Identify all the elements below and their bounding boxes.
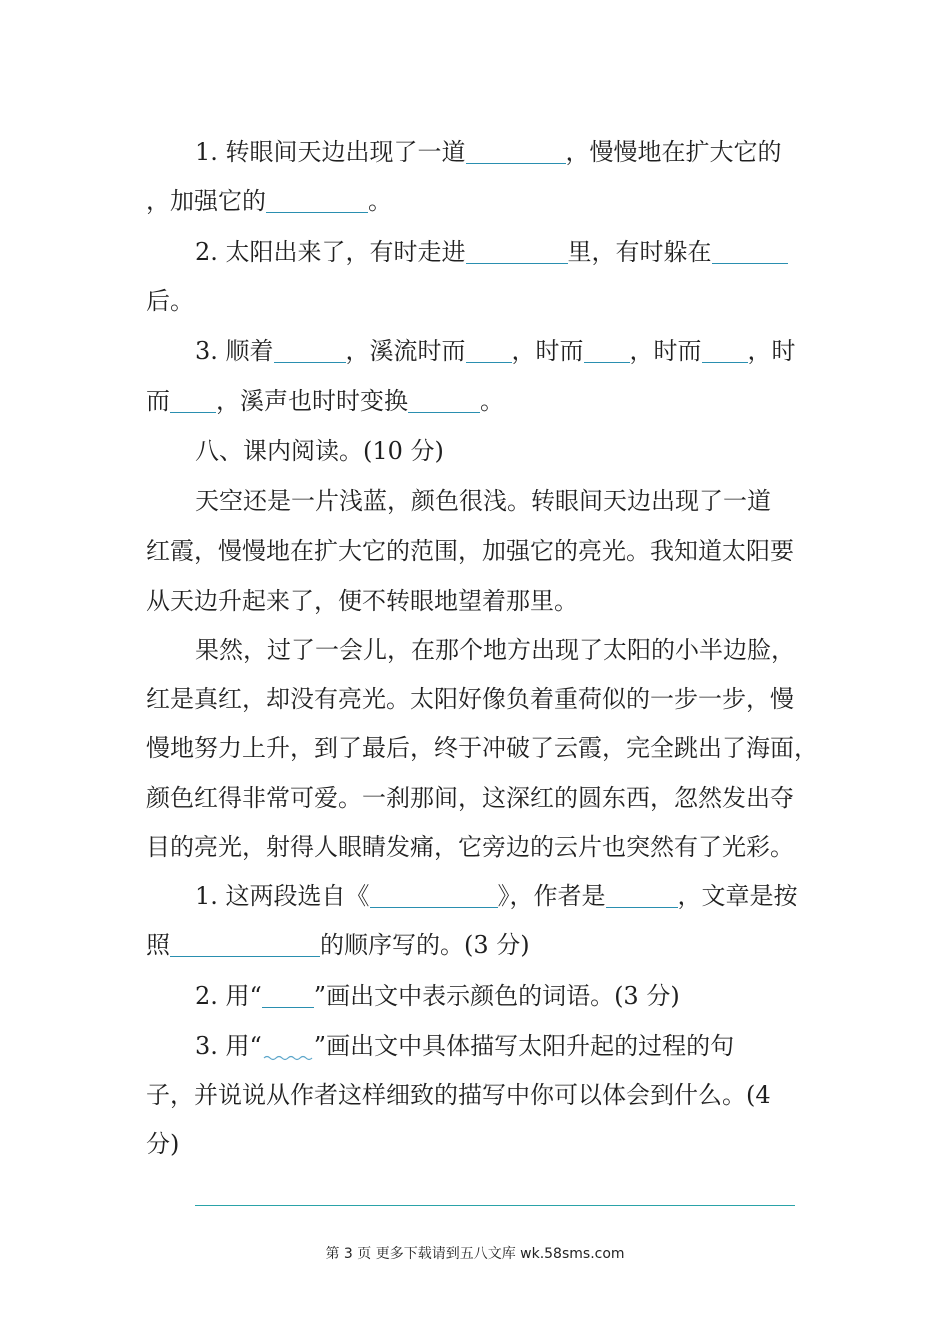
text: 的顺序写的。(3 分): [320, 931, 530, 959]
passage-line: 慢地努力上升，到了最后，终于冲破了云霞，完全跳出了海面，: [146, 734, 818, 762]
q8-sub1-line2: [146, 929, 530, 961]
q7-item3-line2: [146, 385, 504, 417]
passage-line: 目的亮光，射得人眼睛发痛，它旁边的云片也突然有了光彩。: [146, 833, 794, 861]
text: 而: [146, 387, 170, 415]
q8-sub1-line1: [195, 880, 798, 912]
text: ，时而: [511, 337, 584, 365]
section-heading: 八、课内阅读。(10 分): [195, 437, 444, 465]
answer-blank[interactable]: [266, 188, 368, 213]
answer-line[interactable]: [195, 1205, 795, 1206]
q7-item2-line1: [195, 236, 788, 268]
q8-sub2: [195, 980, 680, 1012]
answer-blank[interactable]: [408, 388, 480, 413]
straight-underline-sample: [262, 983, 314, 1008]
answer-blank[interactable]: [606, 883, 678, 908]
text: ，溪声也时时变换: [216, 387, 408, 415]
passage-line: 天空还是一片浅蓝，颜色很浅。转眼间天边出现了一道: [195, 487, 771, 515]
q7-item1-line1: [195, 136, 782, 168]
passage-line: 从天边升起来了，便不转眼地望着那里。: [146, 587, 578, 615]
answer-blank[interactable]: [584, 338, 630, 363]
text: 里，有时躲在: [567, 238, 712, 266]
text: ”画出文中表示颜色的词语。(3 分): [313, 982, 680, 1010]
q7-item1-line2: [146, 185, 392, 217]
text: ，文章是按: [677, 882, 798, 910]
text: 照: [146, 931, 170, 959]
text: 后。: [146, 287, 194, 315]
passage-line: 果然，过了一会儿，在那个地方出现了太阳的小半边脸，: [195, 636, 795, 664]
text: ”画出文中具体描写太阳升起的过程的句: [313, 1032, 735, 1060]
text: 1. 这两段选自《: [195, 882, 370, 910]
answer-blank[interactable]: [170, 388, 216, 413]
q7-item3-line1: [195, 335, 796, 367]
page-footer: 第 3 页 更多下载请到五八文库 wk.58sms.com: [325, 1246, 625, 1262]
answer-blank[interactable]: [274, 338, 346, 363]
text: 。: [368, 187, 392, 215]
text: 2. 太阳出来了，有时走进: [195, 238, 466, 266]
answer-blank[interactable]: [466, 139, 566, 164]
answer-blank[interactable]: [712, 239, 788, 264]
text: 。: [480, 387, 504, 415]
wavy-underline-sample: [262, 1034, 314, 1058]
text: ，加强它的: [146, 187, 266, 215]
q8-sub3-line1: [195, 1030, 734, 1062]
passage-line: 红霞，慢慢地在扩大它的范围，加强它的亮光。我知道太阳要: [146, 537, 794, 565]
answer-blank[interactable]: [702, 338, 748, 363]
text: 》，作者是: [497, 882, 606, 910]
text: ，慢慢地在扩大它的: [565, 138, 782, 166]
text: 2. 用“: [195, 982, 262, 1010]
q7-item2-line2: [146, 285, 194, 317]
answer-blank[interactable]: [466, 338, 512, 363]
text: ，时而: [629, 337, 702, 365]
passage-line: 颜色红得非常可爱。一刹那间，这深红的圆东西，忽然发出夺: [146, 784, 794, 812]
passage-line: 红是真红，却没有亮光。太阳好像负着重荷似的一步一步，慢: [146, 685, 794, 713]
answer-blank[interactable]: [370, 883, 498, 908]
text: 3. 用“: [195, 1032, 262, 1060]
q8-sub3-line2: 子，并说说从作者这样细致的描写中你可以体会到什么。(4: [146, 1081, 771, 1109]
text: ，时: [747, 337, 796, 365]
q8-sub3-line3: 分): [146, 1130, 180, 1158]
answer-blank[interactable]: [466, 239, 568, 264]
answer-blank[interactable]: [170, 932, 320, 957]
text: 3. 顺着: [195, 337, 274, 365]
text: ，溪流时而: [345, 337, 466, 365]
text: 1. 转眼间天边出现了一道: [195, 138, 466, 166]
